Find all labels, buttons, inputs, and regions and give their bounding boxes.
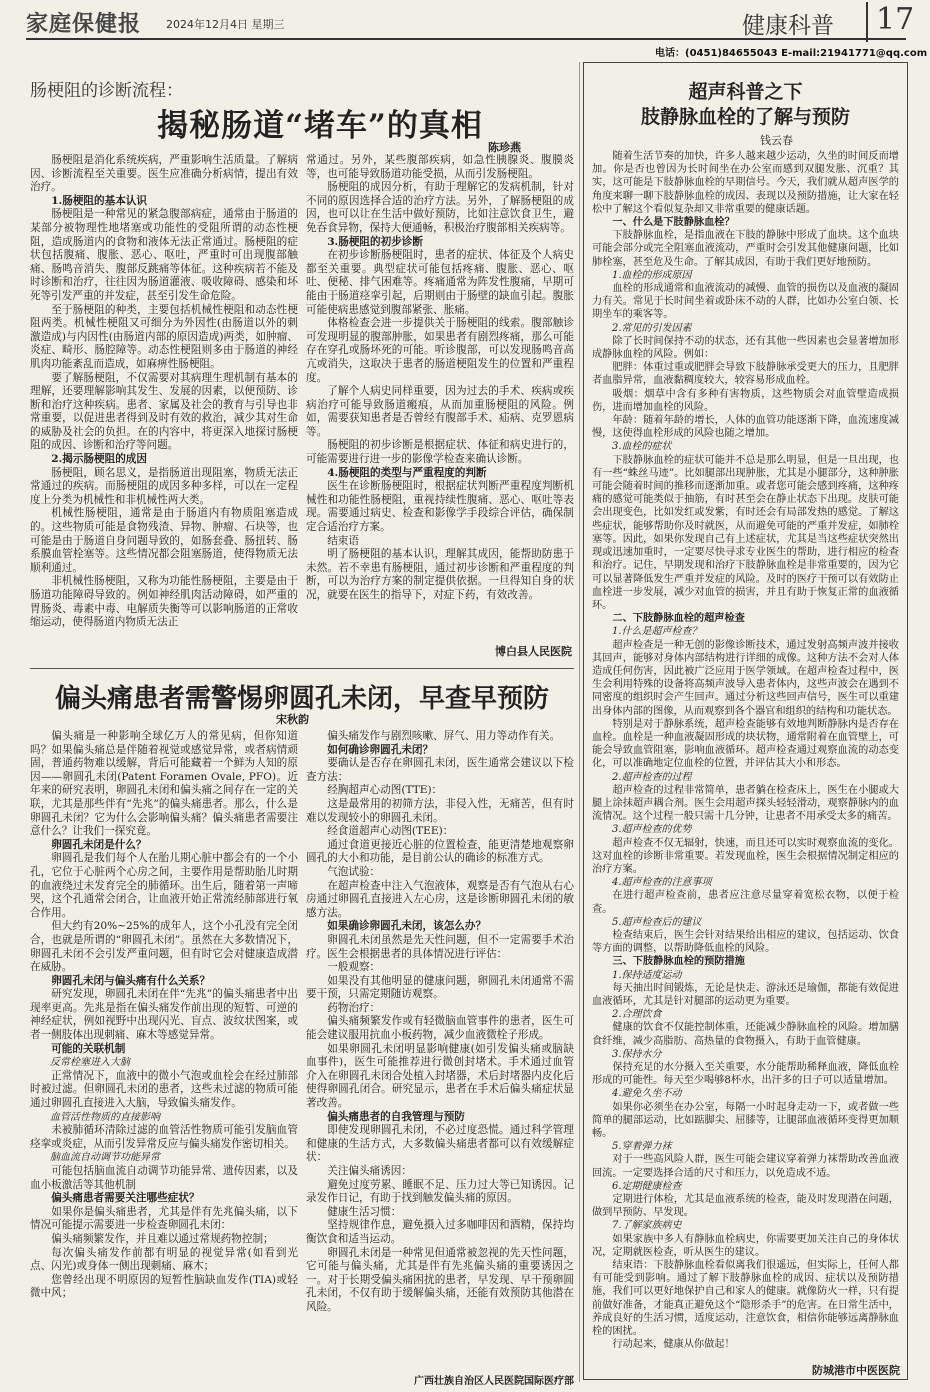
- paragraph: 肥胖：体重过重或肥胖会导致下肢静脉承受更大的压力，且肥胖者血脂异常，血液黏稠度较大，较容易形成血栓。: [592, 362, 899, 387]
- subheading: 血管活性物质的直接影响: [50, 1111, 160, 1123]
- paragraph: 可能包括脑血流自动调节功能异常、遗传因素，以及血小板激活等其他机制: [30, 1165, 298, 1191]
- paragraph: 每次偏头痛发作前都有明显的视觉异常(如看到光点、闪光)或身体一侧出现刺痛、麻木；: [30, 1246, 298, 1273]
- paragraph: 下肢静脉血栓，是指血液在下肢的静脉中形成了血块。这个血块可能会部分或完全阻塞血液流动，严重时会引发其他健康问题，比如肺栓塞，甚至危及生命。了解其成因，有助于我们更好地预防。: [592, 230, 899, 268]
- subheading: 二、下肢静脉血栓的超声检查: [612, 612, 745, 625]
- paragraph: 研究发现，卵圆孔未闭在伴“先兆”的偏头痛患者中出现率更高。先兆是指在偏头痛发作前出现的短暂、可逆的神经症状，例如视野中出现闪光、盲点、波纹状图案，或者一侧肢体出现刺痛、麻木等感觉异常。: [30, 988, 298, 1042]
- paragraph: 保持充足的水分摄入至关重要，水分能帮助稀释血液，降低血栓形成的可能性。每天至少喝够8杯水，出汗多的日子可以适量增加。: [592, 1062, 899, 1087]
- subheading: 6.定期健康检查: [612, 1180, 682, 1192]
- paragraph: 检查结束后，医生会针对结果给出相应的建议，包括运动、饮食等方面的调整，以帮助降低血栓的风险。: [592, 929, 899, 955]
- article2-author: 宋秋韵: [276, 713, 309, 726]
- paragraph: 常通过。另外，某些腹部疾病，如急性胰腺炎、腹膜炎等，也可能导致肠道功能受损，从而引发肠梗阻。: [306, 154, 574, 180]
- article2-title: 偏头痛患者需警惕卵圆孔未闭，早查早预防: [54, 684, 549, 714]
- paragraph: 定期进行体检，尤其是血液系统的检查，能及时发现潜在问题，做到早预防、早发现。: [592, 1194, 899, 1219]
- header-rule: [26, 38, 906, 40]
- subheading: 如果确诊卵圆孔未闭，该怎么办？: [327, 920, 487, 933]
- article3-title: [583, 80, 908, 130]
- issue-date: 2024年12月4日 星期三: [166, 18, 285, 31]
- paragraph: 明了肠梗阻的基本认识，理解其成因，能帮助防患于未然。若不幸患有肠梗阻，通过初步诊断和严重程度的判断，可以为治疗方案的制定提供依据。一旦得知自身的状况，就要在医生的指导下，对症下药，有效改善。: [306, 548, 574, 601]
- subheading: 3.血栓的症状: [612, 441, 672, 453]
- paragraph: 吸烟：烟草中含有多种有害物质，这些物质会对血管壁造成损伤，进而增加血栓的风险。: [592, 388, 899, 413]
- subheading: 5.穿着弹力袜: [612, 1141, 672, 1153]
- paragraph: 偏头痛发作与剧烈咳嗽、屏气、用力等动作有关。: [327, 730, 561, 742]
- paragraph: 偏头痛是一种影响全球亿万人的常见病，但你知道吗？如果偏头痛总是伴随着视觉或感觉异常，或者病情顽固，普通药物难以缓解，背后可能藏着一个鲜为人知的原因——卵圆孔未闭(Patent Foramen Ovale, PFO)。近年来的研究表明，卵圆孔未闭和偏头痛之间存在一定的关联，尤其是那些伴有“先兆”的偏头痛患者。那么，什么是卵圆孔未闭？它为什么会影响偏头痛？偏头痛患者需要注意什么？让我们一探究竟。: [30, 730, 298, 838]
- paragraph: 肠梗阻是消化系统疾病，严重影响生活质量。了解病因、诊断流程至关重要。医生应准确分析病情，提出有效治疗。: [30, 154, 298, 194]
- subheading: 7.了解家族病史: [612, 1220, 682, 1232]
- subheading: 偏头痛患者需要关注哪些症状？: [51, 1192, 200, 1205]
- article1-source: 博白县人民医院: [495, 645, 572, 658]
- subheading: 可能的关联机制: [51, 1042, 126, 1055]
- paragraph: 年龄：随着年龄的增长，人体的血管功能逐渐下降，血流速度减慢，这使得血栓形成的风险也随之增加。: [592, 415, 899, 440]
- paragraph: 如果家族中多人有静脉血栓病史，你需要更加关注自己的身体状况，定期就医检查，听从医生的建议。: [592, 1233, 899, 1258]
- paragraph: 超声检查的过程非常简单，患者躺在检查床上，医生在小腿或大腿上涂抹超声耦合剂。医生会用超声探头轻轻滑动，观察静脉内的血流情况。这个过程一般只需十几分钟，让患者不用承受太多的痛苦。: [592, 784, 899, 823]
- article2-source: 广西壮族自治区人民医院国际医疗部: [414, 1376, 574, 1387]
- paragraph: 经食道超声心动图(TEE)：: [327, 825, 454, 838]
- subheading: 5.超声检查后的建议: [612, 916, 702, 928]
- subheading: 三、下肢静脉血栓的预防措施: [612, 955, 745, 968]
- paragraph: 关注偏头痛诱因：: [327, 1165, 412, 1177]
- paragraph: 肠梗阻，顾名思义，是指肠道出现阻塞，物质无法正常通过的疾病。而肠梗阻的成因多种多样，可以在一定程度上分类为机械性和非机械性两大类。: [30, 466, 298, 506]
- paragraph: 肠梗阻的成因分析，有助于理解它的发病机制，针对不同的原因选择合适的治疗方法。另外，了解肠梗阻的成因，也可以让在生活中做好预防，比如注意饮食卫生，避免吞食异物，保持大便通畅，积极治疗腹部相关疾病等。: [306, 181, 574, 234]
- subheading: 1.肠梗阻的基本认识: [51, 194, 147, 207]
- article3-title-line1: 超声科普之下: [688, 81, 803, 103]
- paragraph: 肠梗阻是一种常见的紧急腹部病症，通常由于肠道的某部分被物理性地堵塞或功能性的受阻所谓的动态性梗阻，造成肠道内的食物和液体无法正常通过。肠梗阻的症状包括腹痛、腹胀、恶心、呕吐，严重时可出现腹部触痛、肠鸣音消失、腹部反跳痛等体征。这种疾病若不能及时诊断和治疗，往往因为肠道灌液、吸收障碍、感染和坏死等引发严重的并发症，甚至引发生命危险。: [30, 208, 298, 302]
- article3-body: [592, 150, 899, 1360]
- subheading: 卵圆孔未闭与偏头痛有什么关系？: [51, 974, 211, 987]
- subheading: 2.合理饮食: [612, 1009, 662, 1021]
- paragraph: 血栓的形成通常和血液流动的减慢、血管的损伤以及血液的凝固力有关。常见于长时间坐着或卧床不动的人群，比如办公室白领、长期坐车的乘客等。: [592, 283, 899, 321]
- paragraph: 超声检查是一种无创的影像诊断技术，通过发射高频声波并接收其回声，能够对身体内部结构进行详细的成像。这种方法不会对人体造成任何伤害，因此被广泛应用于医学领域。在超声检查过程中，医生会利用特殊的设备将高频声波导入患者体内，这些声波会在遇到不同密度的组织时会产生回声。通过分析这些回声信号，医生可以重建出身体内部的图像，从而观察到各个器官和组织的结构和功能状态。: [592, 639, 899, 717]
- article1-column-left: [30, 154, 298, 674]
- article1-title: 揭秘肠道“堵车”的真相: [157, 108, 483, 144]
- paragraph: 要确认是否存在卵圆孔未闭，医生通常会建议以下检查方法：: [306, 757, 574, 783]
- paragraph: 即使发现卵圆孔未闭，不必过度恐慌。通过科学管理和健康的生活方式，大多数偏头痛患者都可以有效缓解症状：: [306, 1124, 574, 1164]
- section-title: 健康科普: [742, 13, 834, 39]
- article1-author: 陈珍燕: [488, 141, 521, 154]
- paragraph: 医生在诊断肠梗阻时，根据症状判断严重程度判断机械性和功能性肠梗阻，重视持续性腹痛、恶心、呕吐等表现。需要通过病史、检查和影像学手段综合评估，确保制定合适治疗方案。: [306, 480, 574, 534]
- article3-source: 防城港市中医医院: [812, 1364, 900, 1377]
- subheading: 如何确诊卵圆孔未闭？: [327, 743, 434, 756]
- column-separator: [579, 62, 580, 1382]
- article2-column-right: [306, 730, 574, 1370]
- paragraph: 特别是对于静脉系统，超声检查能够有效地判断静脉内是否存在血栓。血栓是一种血液凝固形成的块状物，通常附着在血管壁上，可能会导致血管阻塞，影响血液循环。超声检查通过观察血流的动态变化，可以准确地定位血栓的位置，并评估其大小和形态。: [592, 718, 899, 770]
- contact-info: 电话：(0451)84655043 E-mail:21941771@qq.com: [655, 48, 928, 59]
- subheading: 3.保持水分: [612, 1048, 662, 1060]
- paragraph: 在进行超声检查前，患者应注意尽量穿着宽松衣物，以便于检查。: [592, 890, 899, 915]
- paragraph: 药物治疗：: [327, 1001, 381, 1014]
- paragraph: 至于肠梗阻的种类，主要包括机械性梗阻和动态性梗阻两类。机械性梗阻又可细分为外因性(由肠道以外的刺激造成)与内因性(由肠道内部的原因造成)两类，如肿瘤、炎症、畸形、肠腔障等。动态性梗阻则多由于肠道的神经肌肉功能紊乱而造成，如麻痹性肠梗阻。: [30, 303, 298, 370]
- paragraph: 气泡试验：: [327, 865, 381, 878]
- paragraph: 正常情况下，血液中的微小气泡或血栓会在经过肺部时被过滤。但卵圆孔未闭的患者，这些未过滤的物质可能通过卵圆孔直接进入大脑，导致偏头痛发作。: [30, 1069, 298, 1110]
- paragraph: 在超声检查中注入气泡液体，观察是否有气泡从右心房通过卵圆孔直接进入左心房，这是诊断卵圆孔未闭的敏感方法。: [306, 879, 574, 919]
- subheading: 卵圆孔未闭是什么？: [51, 838, 147, 851]
- paragraph: 随着生活节奏的加快，许多人越来越少运动，久坐的时间反而增加。你是否也曾因为长时间坐在办公室而感到双腿发胀、沉重？其实，这可能是下肢静脉血栓的早期信号。今天，我们就从超声医学的角度来聊一聊下肢静脉血栓的成因、表现以及预防措施，让大家在轻松中了解这个看似复杂却又非常重要的健康话题。: [592, 151, 899, 215]
- subheading: 3.肠梗阻的初步诊断: [327, 235, 423, 248]
- masthead: 家庭保健报: [26, 11, 142, 37]
- page-number: 17: [866, 2, 914, 42]
- paragraph: 对于一些高风险人群，医生可能会建议穿着弹力袜帮助改善血液回流。一定要选择合适的尺寸和压力，以免造成不适。: [592, 1154, 899, 1179]
- page-header: [0, 0, 930, 60]
- subheading: 1.什么是超声检查？: [612, 626, 702, 638]
- paragraph: 但大约有20%~25%的成年人，这个小孔没有完全闭合，也就是所谓的“卵圆孔未闭”。虽然在大多数情况下，卵圆孔未闭不会引发严重问题，但有时它会对健康造成潜在威胁。: [30, 920, 298, 974]
- subheading: 4.超声检查的注意事项: [612, 877, 712, 889]
- subheading: 偏头痛患者的自我管理与预防: [327, 1110, 465, 1123]
- paragraph: 超声检查不仅无辐射，快速，而且还可以实时观察血流的变化。这对血栓的诊断非常重要。若发现血栓，医生会根据情况制定相应的治疗方案。: [592, 837, 899, 875]
- paragraph: 结束语：下肢静脉血栓看似离我们很遥远，但实际上，任何人都有可能受到影响。通过了解下肢静脉血栓的成因、症状以及预防措施，我们可以更好地保护自己和家人的健康。就像防火一样，只有提前做好准备，才能真正避免这个“隐形杀手”的危害。在日常生活中，养成良好的生活习惯，适度运动，注意饮食，相信你能够远离静脉血栓的困扰。: [592, 1260, 899, 1338]
- subheading: 1.血栓的形成原因: [612, 269, 692, 281]
- paragraph: 机械性肠梗阻，通常是由于肠道内有物质阻塞造成的。这些物质可能是食物残渣、异物、肿瘤、石块等，也可能是由于肠道自身问题导致的，如肠套叠、肠扭转、肠系膜血管栓塞等。这些情况都会阻塞肠道，使得物质无法顺利通过。: [30, 507, 298, 574]
- subheading: 2.常见的引发因素: [612, 322, 692, 334]
- subheading: 3.超声检查的优势: [612, 824, 692, 836]
- paragraph: 如果你是偏头痛患者，尤其是伴有先兆偏头痛，以下情况可能提示需要进一步检查卵圆孔未闭：: [30, 1205, 298, 1232]
- paragraph: 每天抽出时间锻炼，无论是快走、游泳还是瑜伽，都能有效促进血液循环，尤其是针对腿部的运动更为重要。: [592, 982, 899, 1007]
- paragraph: 未被肺循环清除过滤的血管活性物质可能引发脑血管痉挛或炎症，从而引发异常反应与偏头痛发作密切相关。: [30, 1124, 298, 1150]
- subheading: 1.保持适度运动: [612, 969, 682, 981]
- article3-title-line2: 肢静脉血栓的了解与预防: [640, 106, 850, 128]
- paragraph: 非机械性肠梗阻，又称为功能性肠梗阻，主要是由于肠道功能障碍导致的。例如神经肌肉活动障碍，如严重的胃肠炎、毒素中毒、电解质失衡等可以影响肠道的正常收缩运动，使得肠道内物质无法正: [30, 575, 298, 629]
- subheading: 一、什么是下肢静脉血栓？: [612, 216, 735, 229]
- paragraph: 了解个人病史同样重要，因为过去的手术、疾病或疾病治疗可能导致肠道瘢痕，从而加重肠梗阻的风险。例如，需要获知患者是否曾经有腹部手术、疝病、克罗恩病等。: [306, 385, 574, 438]
- subheading: 4.避免久坐不动: [612, 1088, 682, 1100]
- paragraph: 健康的饮食不仅能控制体重，还能减少静脉血栓的风险。增加膳食纤维，减少高脂肪、高热量的食物摄入，有助于血管健康。: [592, 1022, 899, 1047]
- paragraph: 经胸超声心动图(TTE)：: [327, 784, 443, 797]
- paragraph: 如果没有其他明显的健康问题，卵圆孔未闭通常不需要干预，只需定期随访观察。: [306, 974, 574, 1001]
- paragraph: 卵圆孔是我们每个人在胎儿期心脏中都会有的一个小孔，它位于心脏两个心房之间，主要作用是帮助胎儿时期的血液绕过未发育完全的肺循环。出生后，随着第一声啼哭，这个孔通常会闭合，让血液开始正常流经肺部进行氧合作用。: [30, 852, 298, 919]
- paragraph: 在初步诊断肠梗阻时，患者的症状、体征及个人病史都至关重要。典型症状可能包括疼痛、腹胀、恶心、呕吐、便秘、排气困难等。疼痛通常为阵发性腹痛，早期可能由于肠道痉挛引起，后期则由于肠壁的缺血引起。腹胀可能使病患感觉到腹部紧张、胀痛。: [306, 249, 574, 316]
- paragraph: 除了长时间保持不动的状态，还有其他一些因素也会显著增加形成静脉血栓的风险。例如：: [592, 335, 899, 361]
- paragraph: 要了解肠梗阻，不仅需要对其病理生理机制有基本的理解，还要理解影响其发生、发展的因素，以便预防、诊断和治疗这种疾病。患者、家属及社会的教育与引导也非常重要，以促进患者得到及时有效的救治，减少其对生命的威胁及社会的负担。在的内容中，将更深入地探讨肠梗阻的成因、诊断和治疗等问题。: [30, 371, 298, 452]
- paragraph: 如果你必须坐在办公室，每隔一小时起身走动一下，或者做一些简单的腿部运动，比如踮脚尖、屈膝等，让腿部血液循环变得更加顺畅。: [592, 1101, 899, 1140]
- paragraph: 卵圆孔未闭是一种常见但通常被忽视的先天性问题，它可能与偏头痛，尤其是伴有先兆偏头痛的重要诱因之一。对于长期受偏头痛困扰的患者，早发现、早干预卵圆孔未闭，不仅有助于缓解偏头痛，还能有效预防其他潜在风险。: [306, 1246, 574, 1313]
- subheading: 反常栓塞进入大脑: [50, 1057, 130, 1069]
- subheading: 2.超声检查的过程: [612, 771, 692, 783]
- article2-column-left: [30, 730, 298, 1386]
- article1-kicker: 肠梗阻的诊断流程：: [30, 81, 183, 101]
- paragraph: 肠梗阻的初步诊断是根据症状、体征和病史进行的，可能需要进行进一步的影像学检查来确认诊断。: [306, 439, 574, 466]
- paragraph: 一般观察：: [327, 961, 381, 974]
- paragraph: 通过食道更接近心脏的位置检查，能更清楚地观察卵圆孔的大小和功能，是目前公认的确诊的标准方式。: [306, 838, 574, 865]
- subheading: 4.肠梗阻的类型与严重程度的判断: [327, 466, 487, 479]
- paragraph: 您曾经出现不明原因的短暂性脑缺血发作(TIA)或轻微中风；: [30, 1273, 298, 1300]
- paragraph: 结束语: [327, 534, 359, 547]
- paragraph: 如果卵圆孔未闭明显影响健康(如引发偏头痛或脑缺血事件)，医生可能推荐进行微创封堵术。手术通过血管介入在卵圆孔未闭合处植入封堵器，术后封堵器内皮化后使得卵圆孔闭合。研究显示，患者在手术后偏头痛症状显著改善。: [306, 1042, 574, 1110]
- paragraph: 体格检查会进一步提供关于肠梗阻的线索。腹部触诊可发现明显的腹部肿胀，如果患者有剧烈疼痛，那么可能存在穿孔或肠坏死的可能。听诊腹部，可以发现肠鸣音高亢或消失，这取决于患者的肠道梗阻发生的位置和严重程度。: [306, 317, 574, 384]
- paragraph: 偏头痛频繁发作，并且难以通过常规药物控制；: [51, 1232, 274, 1245]
- paragraph: 健康生活习惯：: [327, 1205, 402, 1218]
- subheading: 2.揭示肠梗阻的成因: [51, 453, 147, 466]
- paragraph: 下肢静脉血栓的症状可能并不总是那么明显，但是一旦出现，也有一些“蛛丝马迹”。比如腿部出现肿胀，尤其是小腿部分，这种肿胀可能会随着时间的推移而逐渐加重。或者您可能会感到疼痛，这种疼痛的感觉可能类似于抽筋，有时甚至会在静止状态下出现。皮肤可能会出现变色，比如发红或发紫，有时还会有局部发热的感觉。了解这些症状，能够帮助你及时就医，从而避免可能的严重并发症，如肺栓塞等。因此，如果你发现自己有上述症状，尤其是当这些症状突然出现或迅速加重时，一定要尽快寻求专业医生的帮助，进行相应的检查和治疗。记住，早期发现和治疗下肢静脉血栓是非常重要的，因为它可以显著降低发生严重并发症的风险。及时的医疗干预可以有效防止血栓进一步发展，减少对血管的损害，并且有助于恢复正常的血液循环。: [592, 454, 899, 611]
- paragraph: 坚持规律作息，避免摄入过多咖啡因和酒精，保持均衡饮食和适当运动。: [306, 1219, 574, 1245]
- article-divider: [30, 668, 574, 669]
- paragraph: 偏头痛频繁发作或有轻微脑血管事件的患者，医生可能会建议服用抗血小板药物，减少血液微栓子形成。: [306, 1015, 574, 1042]
- paragraph: 卵圆孔未闭虽然是先天性问题，但不一定需要手术治疗。医生会根据患者的具体情况进行评估：: [306, 933, 574, 960]
- article3-author: 钱云春: [760, 134, 793, 147]
- paragraph: 行动起来，健康从你做起！: [612, 1339, 735, 1351]
- paragraph: 避免过度劳累、睡眠不足、压力过大等已知诱因。记录发作日记，有助于找到触发偏头痛的原因。: [306, 1178, 574, 1205]
- subheading: 脑血流自动调节功能异常: [50, 1152, 160, 1164]
- article1-column-right: [306, 154, 574, 644]
- paragraph: 这是最常用的初筛方法，非侵入性，无痛苦，但有时难以发现较小的卵圆孔未闭。: [306, 797, 574, 824]
